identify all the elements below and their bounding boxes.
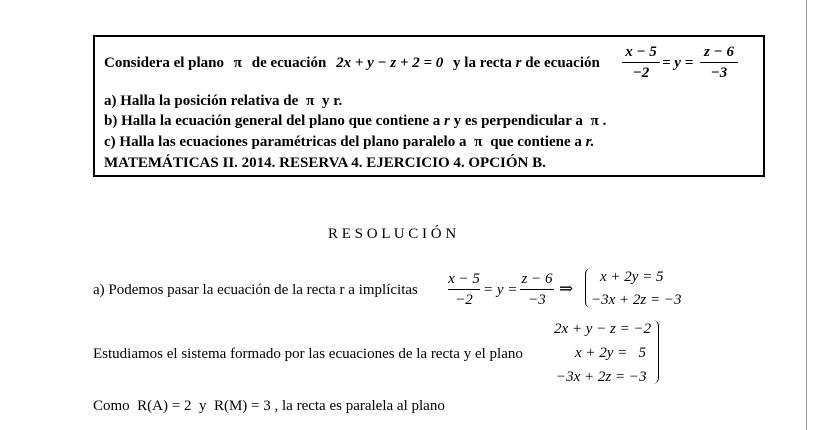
fraction-numerator: z − 6	[521, 271, 553, 287]
fraction-bar	[622, 62, 660, 63]
pi-symbol: π	[474, 134, 483, 150]
system-right-brace	[652, 320, 659, 384]
question-c-text: c) Halla las ecuaciones paramétricas del plano paralelo a	[104, 134, 467, 150]
fraction-numerator: x − 5	[448, 271, 480, 287]
pi-symbol: π .	[590, 113, 607, 129]
page-edge-line	[806, 0, 807, 430]
fraction-numerator: x − 5	[625, 44, 657, 60]
problem-intro-line	[104, 54, 600, 72]
line-fraction-z	[700, 43, 738, 82]
system-equation-1: 2x + y − z = −2	[554, 321, 652, 337]
fraction-denominator: −2	[455, 292, 473, 308]
fraction-numerator: z − 6	[704, 44, 734, 60]
problem-y-recta: y la recta	[453, 55, 512, 71]
resolution-fraction-z	[520, 270, 554, 309]
fraction-denominator: −3	[528, 292, 546, 308]
question-c	[104, 133, 594, 151]
system-equation-2: x + 2y = 5	[575, 345, 647, 361]
question-a	[104, 92, 342, 110]
study-system-text: Estudiamos el sistema formado por las ecuaciones de la recta y el plano	[93, 346, 523, 362]
resolution-title: R E S O L U C I Ó N	[328, 226, 457, 242]
fraction-denominator: −3	[710, 65, 728, 81]
question-b	[104, 112, 606, 130]
fraction-bar	[448, 289, 480, 290]
fraction-denominator: −2	[632, 65, 650, 81]
resolution-fraction-x	[448, 270, 480, 309]
part-a-text: a) Podemos pasar la ecuación de la recta r a implícitas	[93, 282, 418, 298]
pi-symbol: π	[306, 93, 315, 109]
question-b-middle: y es perpendicular a	[453, 113, 583, 129]
fraction-bar	[700, 62, 738, 63]
exam-reference: MATEMÁTICAS II. 2014. RESERVA 4. EJERCICIO 4. OPCIÓN B.	[104, 155, 546, 171]
resolution-equals-y: = y =	[483, 282, 518, 298]
question-a-end: y r.	[322, 93, 343, 109]
question-b-text: b) Halla la ecuación general del plano que contiene a	[104, 113, 441, 129]
system-equation-3: −3x + 2z = −3	[556, 369, 647, 385]
line-r-symbol: r	[444, 113, 450, 129]
question-c-middle: que contiene a	[490, 134, 582, 150]
problem-intro: Considera el plano	[104, 55, 225, 71]
question-a-text: a) Halla la posición relativa de	[104, 93, 299, 109]
fraction-bar	[520, 289, 554, 290]
implicit-equation-2: −3x + 2z = −3	[591, 292, 682, 308]
problem-de-ecuacion: de ecuación	[251, 55, 327, 71]
line-r-symbol: r	[515, 55, 522, 71]
pi-symbol: π	[233, 55, 242, 71]
line-equals-y: = y =	[662, 55, 694, 71]
line-r-symbol: r.	[585, 134, 595, 150]
implicit-equation-1: x + 2y = 5	[600, 269, 664, 285]
problem-de-ecuacion-2: de ecuación	[525, 55, 600, 71]
plane-equation: 2x + y − z + 2 = 0	[336, 55, 444, 71]
rank-conclusion: Como R(A) = 2 y R(M) = 3 , la recta es paralela al plano	[93, 398, 445, 414]
implies-arrow: ⇒	[559, 279, 574, 298]
line-fraction-x	[622, 43, 660, 82]
